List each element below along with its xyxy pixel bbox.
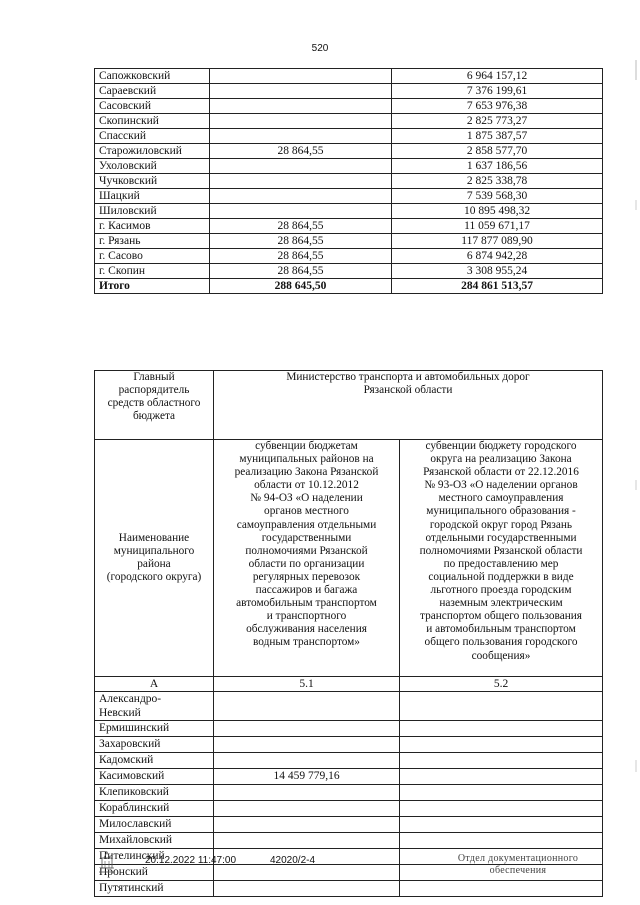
column-code-5-2: 5.2 (400, 677, 603, 692)
emblem-icon (98, 850, 116, 878)
table-row (95, 204, 603, 219)
municipality-name: Скопинский (95, 114, 210, 129)
municipality-name: Шацкий (95, 189, 210, 204)
table-row (95, 737, 603, 753)
municipality-name: Милославский (95, 817, 214, 833)
header-municipality-label: Наименование муниципального района (городского округа) (95, 440, 214, 677)
table-row (95, 753, 603, 769)
value-total: 3 308 955,24 (392, 264, 603, 279)
value-5-2 (400, 721, 603, 737)
table-row (95, 99, 603, 114)
header-ministry: Министерство транспорта и автомобильных дорог Рязанской области (214, 371, 603, 440)
value-5-1 (214, 865, 400, 881)
table-row (95, 234, 603, 249)
value-5-2 (400, 833, 603, 849)
department-stamp: Отдел документационного обеспечения (457, 853, 579, 876)
value-5-1 (214, 801, 400, 817)
value-5-1 (210, 129, 392, 144)
value-total: 11 059 671,17 (392, 219, 603, 234)
value-total: 2 858 577,70 (392, 144, 603, 159)
value-5-1 (210, 99, 392, 114)
column-code-5-1: 5.1 (214, 677, 400, 692)
municipality-name: Старожиловский (95, 144, 210, 159)
value-total: 2 825 773,27 (392, 114, 603, 129)
municipality-name: Чучковский (95, 174, 210, 189)
header-distributor-label: Главный распорядитель средств областного бюджета (95, 371, 214, 440)
table-row (95, 84, 603, 99)
municipality-name: Шиловский (95, 204, 210, 219)
value-5-1 (210, 159, 392, 174)
page-number: 520 (311, 43, 329, 54)
value-total: 117 877 089,90 (392, 234, 603, 249)
municipality-name: Пронский (95, 865, 214, 881)
value-5-2 (400, 692, 603, 721)
value-5-2 (400, 801, 603, 817)
table-row (95, 817, 603, 833)
municipality-name: Кадомский (95, 753, 214, 769)
value-5-2 (400, 753, 603, 769)
value-5-1 (210, 189, 392, 204)
municipality-name: Пителинский (95, 849, 214, 865)
municipality-name: Клепиковский (95, 785, 214, 801)
municipality-name: г. Рязань (95, 234, 210, 249)
subsidy-table-transport (94, 370, 603, 897)
value-5-2 (400, 785, 603, 801)
header-col-5-1-description: субвенции бюджетам муниципальных районов на реализацию Закона Рязанской области от 10.12.2012 № 94-ОЗ «О наделении органов местного самоуправления отдельными государственными полномочиями Рязанской области по организации регулярных перевозок пассажиров и багажа автомобильным транспортом и транспортного обслуживания населения водным транспортом» (214, 440, 400, 677)
value-total: 10 895 498,32 (392, 204, 603, 219)
municipality-name: Касимовский (95, 769, 214, 785)
total-label: Итого (95, 279, 210, 294)
value-5-1: 14 459 779,16 (214, 769, 400, 785)
municipality-name: Путятинский (95, 881, 214, 897)
value-5-1 (210, 114, 392, 129)
value-5-1 (214, 721, 400, 737)
value-5-1 (214, 881, 400, 897)
table-row (95, 769, 603, 785)
municipality-name: Захаровский (95, 737, 214, 753)
value-total: 1 637 186,56 (392, 159, 603, 174)
table-row (95, 785, 603, 801)
header-col-5-2-description: субвенции бюджету городского округа на реализацию Закона Рязанской области от 22.12.2016 № 93-ОЗ «О наделении органов местного самоуправления муниципального образования - городской округ город Рязань отдельными государственными полномочиями Рязанской области по предоставлению мер социальной поддержки в виде льготного проезда городским наземным электрическим транспортом общего пользования и автомобильным транспортом общего пользования городского сообщения» (400, 440, 603, 677)
value-5-1 (214, 692, 400, 721)
municipality-name: Сапожковский (95, 69, 210, 84)
total-value-sum: 284 861 513,57 (392, 279, 603, 294)
municipality-name: Сасовский (95, 99, 210, 114)
municipality-name: Ермишинский (95, 721, 214, 737)
value-5-1 (214, 833, 400, 849)
table-row (95, 129, 603, 144)
value-5-2 (400, 769, 603, 785)
value-5-1 (210, 204, 392, 219)
value-5-1: 28 864,55 (210, 234, 392, 249)
municipality-name: г. Сасово (95, 249, 210, 264)
municipality-name: Ухоловский (95, 159, 210, 174)
subsidy-table-continued (94, 68, 603, 294)
table-row (95, 881, 603, 897)
table-row (95, 189, 603, 204)
value-5-1 (214, 785, 400, 801)
municipality-name: г. Касимов (95, 219, 210, 234)
municipality-name: Александро- Невский (95, 692, 214, 721)
municipality-name: Кораблинский (95, 801, 214, 817)
value-5-1 (210, 84, 392, 99)
footer-doc-number: 42020/2-4 (270, 855, 316, 866)
table-row (95, 159, 603, 174)
value-total: 7 376 199,61 (392, 84, 603, 99)
footer-datetime: 20.12.2022 11:47:00 (145, 855, 237, 866)
municipality-name: Михайловский (95, 833, 214, 849)
value-5-1 (214, 817, 400, 833)
municipality-name: г. Скопин (95, 264, 210, 279)
value-5-2 (400, 817, 603, 833)
column-code-a: А (95, 677, 214, 692)
table-row (95, 174, 603, 189)
municipality-name: Сараевский (95, 84, 210, 99)
table-row (95, 249, 603, 264)
value-total: 7 539 568,30 (392, 189, 603, 204)
value-5-1 (214, 753, 400, 769)
table-row (95, 219, 603, 234)
value-5-1: 28 864,55 (210, 264, 392, 279)
municipality-name: Спасский (95, 129, 210, 144)
total-row (95, 279, 603, 294)
table-row (95, 264, 603, 279)
value-5-1: 28 864,55 (210, 249, 392, 264)
table-row (95, 144, 603, 159)
total-value-5-1: 288 645,50 (210, 279, 392, 294)
value-total: 6 874 942,28 (392, 249, 603, 264)
value-total: 1 875 387,57 (392, 129, 603, 144)
value-5-1: 28 864,55 (210, 219, 392, 234)
value-total: 6 964 157,12 (392, 69, 603, 84)
value-total: 7 653 976,38 (392, 99, 603, 114)
table-row (95, 69, 603, 84)
table-row (95, 692, 603, 721)
margin-scan-marks (634, 60, 638, 860)
value-5-1: 28 864,55 (210, 144, 392, 159)
table-row (95, 721, 603, 737)
table-row (95, 801, 603, 817)
table-row (95, 833, 603, 849)
value-total: 2 825 338,78 (392, 174, 603, 189)
value-5-2 (400, 737, 603, 753)
value-5-2 (400, 881, 603, 897)
value-5-1 (214, 737, 400, 753)
value-5-1 (210, 174, 392, 189)
table-row (95, 114, 603, 129)
value-5-1 (210, 69, 392, 84)
